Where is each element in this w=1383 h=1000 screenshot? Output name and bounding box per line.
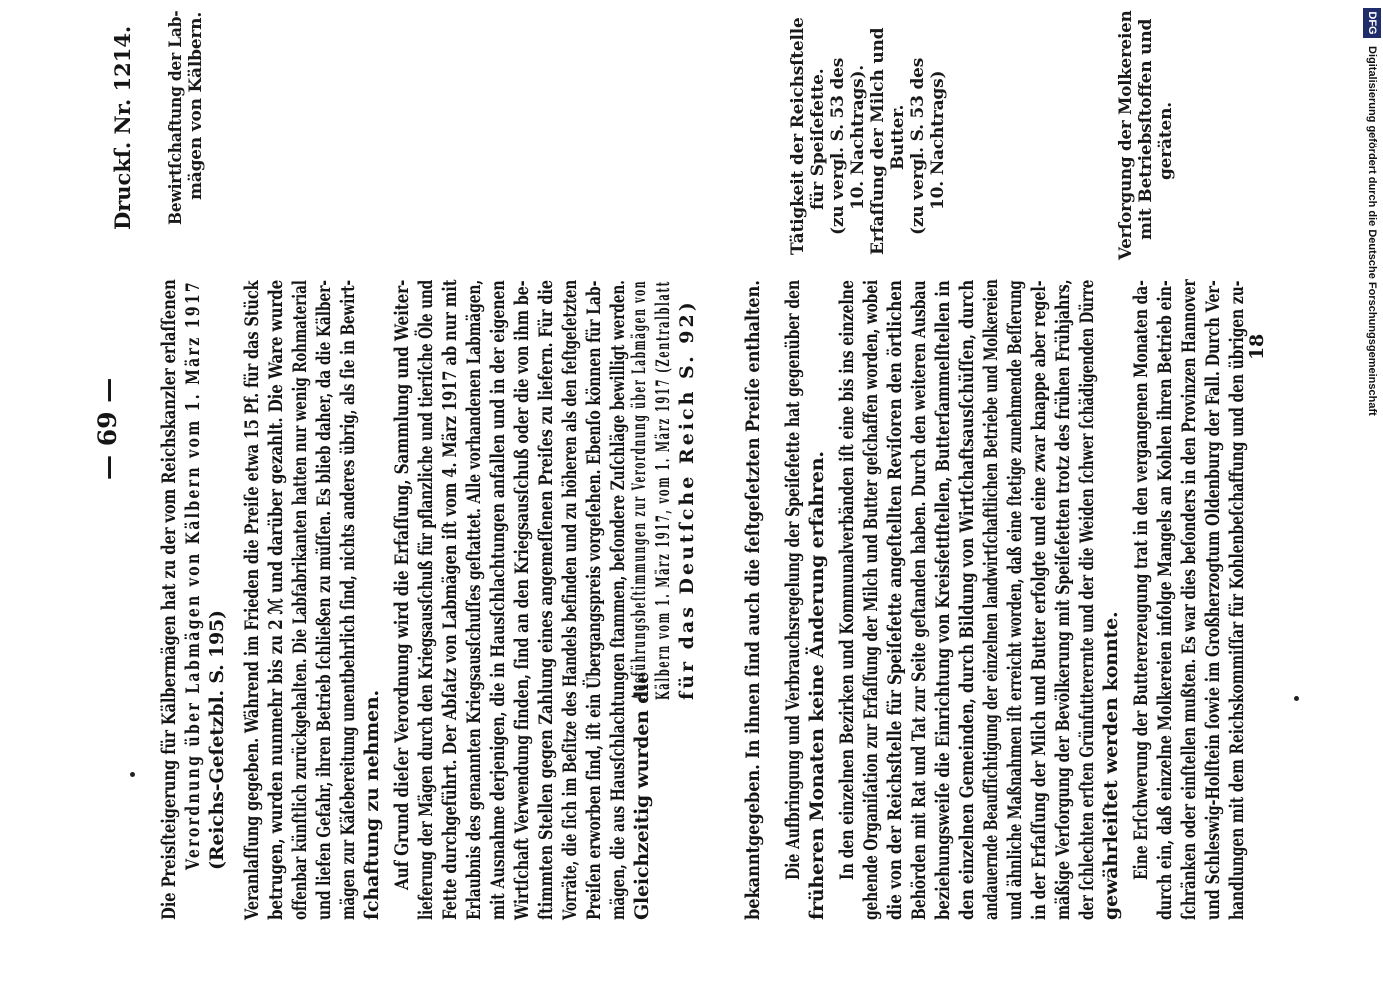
body-line: Auf Grund dieſer Verordnung wird die Erfaſſung, Sammlung und Weiter-: [391, 279, 413, 890]
print-number-header: Druckſ. Nr. 1214.: [110, 25, 135, 230]
body-line: und liefen Gefahr, ihren Betrieb ſchließen zu müſſen. Es blieb daher, da die Kälber-: [313, 280, 335, 920]
body-line: ſchränken oder einſtellen mußten. Es war dies beſonders in den Provinzen Hannover: [1178, 279, 1200, 920]
body-line: Fette durchgeführt. Der Abſatz von Labmägen iſt vom 4. März 1917 ab nur mit: [439, 279, 461, 920]
body-line: Die Aufbringung und Verbrauchsregelung der Speiſefette hat gegenüber den: [782, 280, 804, 880]
margin-note: Bewirtſchaftung der Lab-: [166, 10, 186, 225]
margin-note: Verſorgung der Molkereien: [1116, 10, 1136, 260]
body-line: Erlaubnis des genannten Kriegsausſchuſſes geſtattet. Alle vorhandenen Labmägen,: [463, 279, 485, 920]
body-line: lieferung der Mägen durch den Kriegsausſchuß für pflanzliche und tieriſche Öle und: [415, 279, 437, 920]
dfg-logo: DFG: [1363, 8, 1381, 38]
funding-strip-inner: [1357, 6, 1383, 998]
scan-speck: [1294, 696, 1299, 701]
margin-note: Erfaſſung der Milch und: [868, 27, 888, 255]
margin-note: Butter.: [888, 104, 908, 170]
body-line: Behörden mit Rat und Tat zur Seite geſtanden haben. Durch den weiteren Ausbau: [908, 280, 930, 920]
body-line: In den einzelnen Bezirken und Kommunalverbänden iſt eine bis ins einzelne: [836, 280, 858, 880]
body-line: mägen zur Käſebereitung unentbehrlich ſind, nichts anderes übrig, als ſie in Bewirt-: [337, 280, 359, 920]
body-line: betrugen, wurden nunmehr bis zu 2 ℳ und darüber gezahlt. Die Ware wurde: [265, 279, 287, 920]
body-line: Wirtſchaft Verwendung finden, ſind an den Kriegsausſchuß oder die von ihm be-: [511, 280, 533, 920]
body-line: der ſchlechten erſten Grünfutterernte und der die Weiden ſchwer ſchädigenden Dürre: [1076, 279, 1098, 920]
body-line: Eine Erſchwerung der Buttererzeugung trat in den vergangenen Monaten da-: [1130, 280, 1152, 880]
body-line: offenbar künſtlich zurückgehalten. Die Labfabrikanten hatten nur wenig Rohmaterial: [289, 280, 311, 920]
page-number: — 69 —: [93, 377, 122, 480]
scan-speck: [130, 772, 135, 777]
funding-strip: [1357, 6, 1383, 998]
margin-note: geräten.: [1156, 101, 1176, 180]
body-line: mit Ausnahme derjenigen, die in Hausſchlachtungen anfallen und in der eigenen: [487, 280, 509, 920]
body-line: mägen, die aus Hausſchlachtungen ſtammen, beſondere Zuſchläge bewilligt werden.: [607, 280, 629, 920]
margin-note: mägen von Kälbern.: [186, 11, 206, 200]
body-line: Ausführungsbeſtimmungen zur Verordnung über Labmägen von: [628, 279, 650, 700]
body-line: und Schleswig-Holſtein ſowie im Großherzogtum Oldenburg der Fall. Durch Ver-: [1202, 280, 1224, 920]
body-line: die von der Reichsſtelle für Speiſefette angeſtellten Reviſoren den örtlichen: [884, 280, 906, 920]
body-line: durch ein, daß einzelne Molkereien infolge Mangels an Kohlen ihren Betrieb ein-: [1154, 280, 1176, 920]
body-line: andauernde Beaufſichtigung der einzelnen landwirtſchaftlichen Betriebe und Molkereien: [980, 279, 1002, 920]
margin-note: (zu vergl. S. 53 des: [828, 57, 848, 235]
body-line: (Reichs-Geſetzbl. S. 195): [206, 610, 228, 870]
body-line: früheren Monaten keine Änderung erfahren.: [806, 451, 828, 920]
body-line: gewährleiſtet werden konnte.: [1100, 611, 1122, 920]
funding-text: Digitalisierung gefördert durch die Deutsche Forschungsgemeinschaft: [1366, 46, 1378, 416]
margin-note: 10. Nachtrags).: [848, 64, 868, 210]
body-line: Veranlaſſung gegeben. Während im Frieden die Preiſe etwa 15 Pf. für das Stück: [241, 280, 263, 920]
body-line: Preiſen erworben ſind, iſt ein Übergangspreis vorgeſehen. Ebenſo können für Lab-: [583, 280, 605, 920]
body-line: den einzelnen Gemeinden, durch Bildung von Wirtſchaftsausſchüſſen, durch: [956, 279, 978, 920]
body-line: ſtimmten Stellen gegen Zahlung eines angemeſſenen Preiſes zu liefern. Für die: [535, 280, 557, 920]
body-line: Die Preisſteigerung für Kälbermägen hat zu der vom Reichskanzler erlaſſenen: [158, 279, 180, 920]
body-line: Gleichzeitig wurden die: [631, 671, 653, 920]
body-line: für das Deutſche Reich S. 92): [676, 299, 698, 700]
body-line: gehende Organiſation zur Erfaſſung der Milch und Butter geſchaffen worden, wobei: [860, 280, 882, 920]
margin-note: (zu vergl. S. 53 des: [908, 57, 928, 235]
body-line: bekanntgegeben. In ihnen ſind auch die feſtgeſetzten Preiſe enthalten.: [742, 280, 764, 920]
margin-note: Tätigkeit der Reichsſtelle: [788, 17, 808, 255]
body-line: handlungen mit dem Reichskommiſſar für Kohlenbeſchaffung und den übrigen zu-: [1226, 280, 1248, 920]
body-line: und ähnliche Maßnahmen iſt erreicht worden, daß eine ſtetige zunehmende Beſſerung: [1004, 280, 1026, 920]
body-line: in der Erfaſſung der Milch und Butter erfolgte und eine zwar knappe aber regel-: [1028, 280, 1050, 920]
signature-number: 18: [1246, 333, 1268, 360]
body-line: ſchaftung zu nehmen.: [361, 690, 383, 920]
body-line: Kälbern vom 1. März 1917, vom 1. März 1917 (Zentralblatt: [652, 280, 674, 700]
margin-note: für Speiſefette.: [808, 68, 828, 210]
margin-note: mit Betriebsſtoffen und: [1136, 18, 1156, 240]
body-line: Vorräte, die ſich im Beſitze des Handels befinden und zu höheren als den feſtgeſetzten: [559, 280, 581, 920]
body-line: beziehungsweiſe die Einrichtung von Kreisfettſtellen, Butterſammelſtellen in: [932, 280, 954, 920]
margin-note: 10. Nachtrags): [928, 70, 948, 210]
body-line: mäßige Verſorgung der Bevölkerung mit Speiſefetten trotz des frühen Frühjahrs,: [1052, 279, 1074, 920]
body-line: Verordnung über Labmägen von Kälbern vom 1. März 1917: [182, 279, 204, 870]
